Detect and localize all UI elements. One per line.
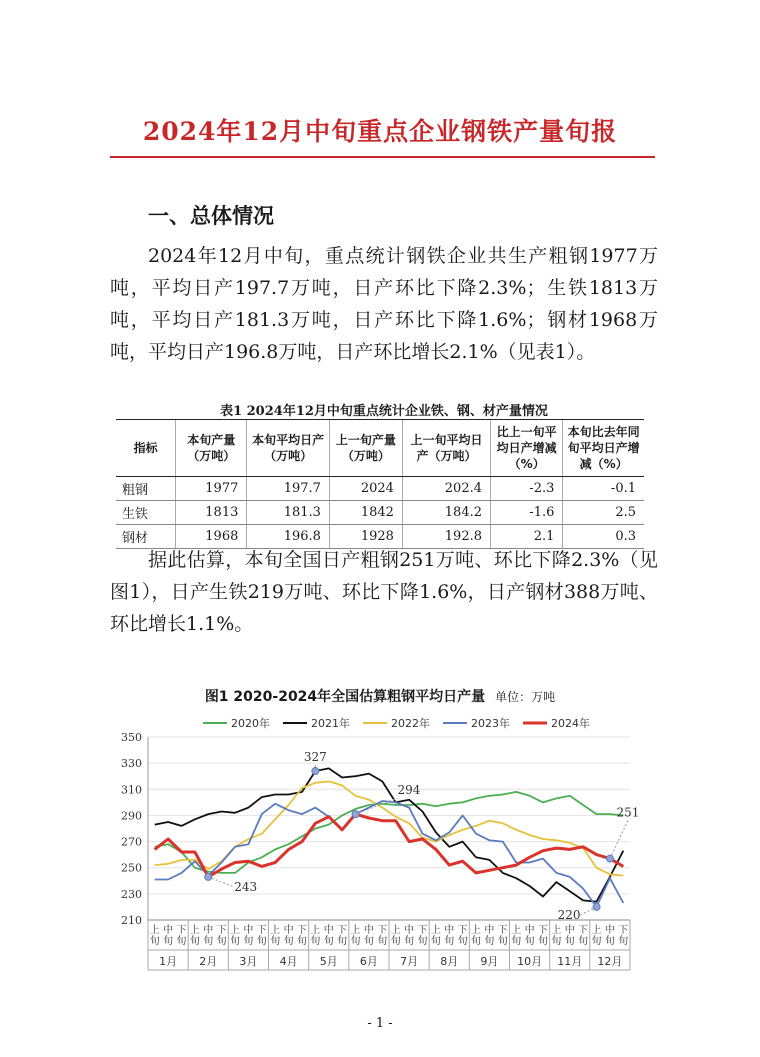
x-tick-label: 上: [430, 925, 441, 936]
y-tick-label: 350: [121, 731, 142, 744]
x-tick-label: 旬: [511, 936, 522, 947]
x-tick-label: 旬: [296, 936, 307, 947]
x-tick-label: 上: [390, 925, 401, 936]
table-cell: -1.6: [491, 501, 563, 525]
table-cell: 192.8: [402, 525, 490, 549]
header-previous-daily: 上一旬平均日产（万吨）: [402, 420, 490, 477]
x-tick-label: 旬: [350, 936, 361, 947]
table-cell: -2.3: [491, 477, 563, 501]
table-cell: 1842: [329, 501, 402, 525]
x-tick-label: 旬: [551, 936, 562, 947]
table-cell: 0.3: [563, 525, 644, 549]
series-line-2022年: [155, 781, 624, 875]
figure-title-text: 图1 2020-2024年全国估算粗钢平均日产量: [204, 689, 486, 705]
x-tick-label: 中: [203, 925, 214, 936]
annotation-leader: [610, 821, 628, 859]
summary-paragraph: 2024年12月中旬，重点统计钢铁企业共生产粗钢1977万吨，平均日产197.7万吨，日产环比下降2.3%；生铁1813万吨，平均日产181.3万吨，日产环比下降1.6%；钢材1968万吨，平均日产196.8万吨，日产环比增长2.1%（见表1）。: [110, 245, 658, 363]
month-label: 2月: [199, 955, 218, 968]
x-tick-label: 旬: [163, 936, 174, 947]
y-tick-label: 270: [121, 835, 142, 849]
x-tick-label: 旬: [417, 936, 428, 947]
x-tick-label: 中: [163, 925, 174, 936]
y-tick-label: 310: [121, 783, 142, 797]
table-cell: 184.2: [402, 501, 490, 525]
x-tick-label: 旬: [404, 936, 415, 947]
x-tick-label: 中: [604, 925, 615, 936]
x-tick-label: 旬: [149, 936, 160, 947]
header-current-output: 本旬产量（万吨）: [176, 420, 247, 477]
legend-label: 2020年: [231, 717, 270, 730]
y-tick-label: 250: [121, 861, 142, 875]
table-cell: 1813: [176, 501, 247, 525]
x-tick-label: 中: [283, 925, 294, 936]
x-tick-label: 旬: [377, 936, 388, 947]
annotation-label: 220: [557, 907, 581, 922]
figure-title: [0, 686, 760, 706]
x-tick-label: 下: [457, 925, 468, 936]
daily-output-line-chart: [100, 706, 648, 984]
x-tick-label: 旬: [484, 936, 495, 947]
x-tick-label: 旬: [203, 936, 214, 947]
x-tick-label: 旬: [230, 936, 241, 947]
table-cell: 2024: [329, 477, 402, 501]
legend-label: 2024年: [551, 717, 590, 730]
x-tick-label: 旬: [497, 936, 508, 947]
table-cell: 2.1: [491, 525, 563, 549]
table-cell: 197.7: [247, 477, 330, 501]
series-line-2023年: [155, 801, 624, 907]
x-tick-label: 旬: [444, 936, 455, 947]
x-tick-label: 下: [296, 925, 307, 936]
x-tick-label: 旬: [524, 936, 535, 947]
x-tick-label: 旬: [457, 936, 468, 947]
month-label: 11月: [557, 955, 583, 968]
x-tick-label: 旬: [323, 936, 334, 947]
table-cell: 202.4: [402, 477, 490, 501]
x-tick-label: 上: [270, 925, 281, 936]
table-cell: 1928: [329, 525, 402, 549]
page-title: 2024年12月中旬重点企业钢铁产量旬报: [142, 117, 618, 146]
month-label: 10月: [517, 955, 543, 968]
annotation-label: 327: [303, 749, 327, 764]
x-tick-label: 中: [564, 925, 575, 936]
annotation-label: 294: [397, 783, 421, 798]
x-tick-label: 旬: [189, 936, 200, 947]
table-cell: 181.3: [247, 501, 330, 525]
table-cell: 1977: [176, 477, 247, 501]
month-label: 4月: [279, 955, 298, 968]
x-tick-label: 旬: [537, 936, 548, 947]
x-tick-label: 上: [189, 925, 200, 936]
header-current-daily: 本旬平均日产（万吨）: [247, 420, 330, 477]
x-tick-label: 下: [417, 925, 428, 936]
table-cell: 1968: [176, 525, 247, 549]
table-caption: 表1 2024年12月中旬重点统计企业铁、钢、材产量情况: [220, 404, 548, 419]
header-previous-output: 上一旬产量（万吨）: [329, 420, 402, 477]
annotation-label: 243: [234, 879, 258, 894]
header-indicator: 指标: [116, 420, 176, 477]
x-tick-label: 旬: [337, 936, 348, 947]
annotation-marker: [205, 873, 212, 880]
x-tick-label: 下: [578, 925, 589, 936]
x-tick-label: 旬: [591, 936, 602, 947]
x-tick-label: 上: [591, 925, 602, 936]
estimate-paragraph: 据此估算，本旬全国日产粗钢251万吨、环比下降2.3%（见图1），日产生铁219万吨、环比下降1.6%，日产钢材388万吨、环比增长1.1%。: [110, 549, 658, 635]
x-tick-label: 下: [176, 925, 187, 936]
x-tick-label: 下: [256, 925, 267, 936]
title-divider: [110, 156, 655, 158]
x-tick-label: 上: [310, 925, 321, 936]
x-tick-label: 下: [377, 925, 388, 936]
y-tick-label: 330: [121, 757, 142, 771]
production-table: [116, 419, 644, 549]
table-row: [116, 501, 644, 525]
x-tick-label: 下: [537, 925, 548, 936]
legend-label: 2021年: [311, 717, 350, 730]
x-tick-label: 中: [524, 925, 535, 936]
section-heading: 一、总体情况: [148, 204, 274, 228]
y-tick-label: 290: [121, 809, 142, 823]
table-row: [116, 477, 644, 501]
annotation-marker: [352, 811, 359, 818]
month-label: 6月: [359, 955, 378, 968]
x-tick-label: 中: [323, 925, 334, 936]
x-tick-label: 上: [471, 925, 482, 936]
x-tick-label: 中: [243, 925, 254, 936]
x-tick-label: 旬: [604, 936, 615, 947]
x-tick-label: 旬: [578, 936, 589, 947]
x-tick-label: 上: [350, 925, 361, 936]
x-tick-label: 中: [444, 925, 455, 936]
table-cell: 粗钢: [116, 477, 176, 501]
table-header-row: [116, 420, 644, 477]
series-line-2021年: [155, 768, 624, 901]
x-tick-label: 旬: [564, 936, 575, 947]
page-number: - 1 -: [367, 1016, 393, 1031]
series-line-2020年: [155, 792, 624, 873]
month-label: 12月: [597, 955, 623, 968]
y-tick-label: 210: [121, 914, 142, 927]
x-tick-label: 下: [216, 925, 227, 936]
x-tick-label: 下: [618, 925, 629, 936]
month-label: 1月: [159, 955, 178, 968]
table-cell: -0.1: [563, 477, 644, 501]
x-tick-label: 旬: [363, 936, 374, 947]
x-tick-label: 旬: [430, 936, 441, 947]
x-tick-label: 旬: [270, 936, 281, 947]
x-tick-label: 上: [149, 925, 160, 936]
table-cell: 2.5: [563, 501, 644, 525]
table-cell: 生铁: [116, 501, 176, 525]
x-tick-label: 中: [404, 925, 415, 936]
x-tick-label: 旬: [176, 936, 187, 947]
x-tick-label: 旬: [243, 936, 254, 947]
x-tick-label: 上: [551, 925, 562, 936]
x-tick-label: 下: [337, 925, 348, 936]
annotation-label: 251: [616, 805, 640, 820]
legend-label: 2022年: [391, 717, 430, 730]
x-tick-label: 旬: [310, 936, 321, 947]
x-tick-label: 旬: [283, 936, 294, 947]
x-tick-label: 上: [511, 925, 522, 936]
x-tick-label: 旬: [256, 936, 267, 947]
table-cell: 钢材: [116, 525, 176, 549]
month-label: 3月: [239, 955, 258, 968]
x-tick-label: 上: [230, 925, 241, 936]
x-tick-label: 旬: [390, 936, 401, 947]
month-label: 5月: [319, 955, 338, 968]
x-tick-label: 旬: [216, 936, 227, 947]
figure-unit: 单位：万吨: [495, 690, 556, 704]
y-tick-label: 230: [121, 887, 142, 901]
legend-label: 2023年: [471, 717, 510, 730]
x-tick-label: 旬: [471, 936, 482, 947]
table-cell: 196.8: [247, 525, 330, 549]
month-label: 7月: [400, 955, 419, 968]
header-mom-change: 比上一旬平均日产增减（%）: [491, 420, 563, 477]
month-label: 9月: [480, 955, 499, 968]
month-label: 8月: [440, 955, 459, 968]
x-tick-label: 中: [484, 925, 495, 936]
annotation-leader: [208, 877, 234, 887]
x-tick-label: 旬: [618, 936, 629, 947]
header-yoy-change: 本旬比去年同旬平均日产增减（%）: [563, 420, 644, 477]
x-tick-label: 下: [497, 925, 508, 936]
x-tick-label: 中: [363, 925, 374, 936]
